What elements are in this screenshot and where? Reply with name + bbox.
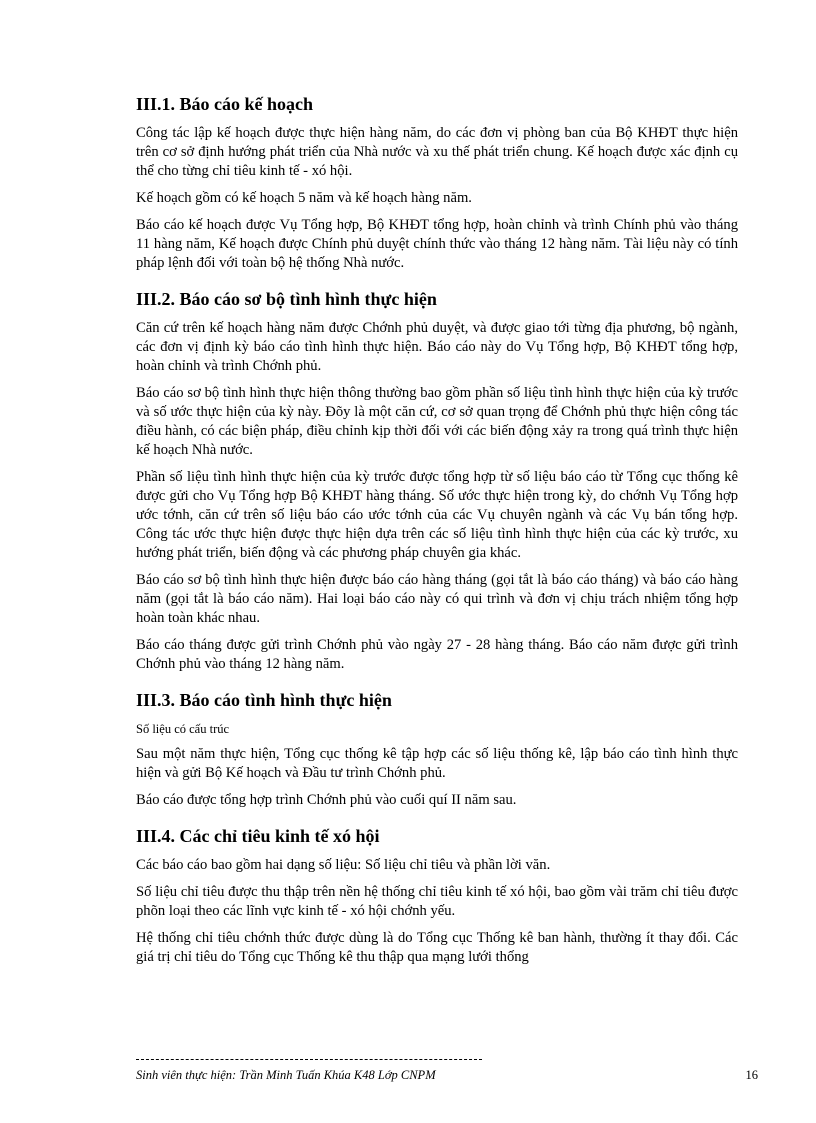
paragraph: Phần số liệu tình hình thực hiện của kỳ trước được tổng hợp từ số liệu báo cáo từ Tổng cục thống kê được gửi cho Vụ Tổng hợp Bộ KHĐT hàng tháng. Số ước thực hiện trong kỳ, do chớnh Vụ Tổng hợp ước tớnh, căn cứ trên số liệu báo cáo ước tớnh của các Vụ chuyên ngành và các Vụ bán tổng hợp. Công tác ước thực hiện được thực hiện dựa trên các số liệu tình hình thực hiện của các kỳ trước, xu hướng phát triển, biến động và các phương pháp chuyên gia khác. [136,469,738,561]
paragraph: Báo cáo tháng được gửi trình Chớnh phủ vào ngày 27 - 28 hàng tháng. Báo cáo năm được gửi trình Chớnh phủ vào tháng 12 hàng năm. [136,637,738,672]
page-footer [136,1068,758,1083]
paragraph: Báo cáo sơ bộ tình hình thực hiện thông thường bao gồm phần số liệu tình hình thực hiện của kỳ trước và số ước thực hiện của kỳ này. Đõy là một căn cứ, cơ sở quan trọng để Chớnh phủ thực hiện công tác điều hành, có các biện pháp, điều chỉnh kịp thời đối với các biến động xảy ra trong quá trình thực hiện kế hoạch Nhà nước. [136,385,738,458]
paragraph: Kế hoạch gồm có kế hoạch 5 năm và kế hoạch hàng năm. [136,190,472,206]
paragraph: Báo cáo sơ bộ tình hình thực hiện được báo cáo hàng tháng (gọi tắt là báo cáo tháng) và báo cáo hàng năm (gọi tắt là báo cáo năm). Hai loại báo cáo này có qui trình và đơn vị chịu trách nhiệm tổng hợp hoàn toàn khác nhau. [136,572,738,626]
footer-author: Sinh viên thực hiện: Trần Minh Tuấn Khúa K48 Lớp CNPM [136,1068,436,1082]
section-plan-report [136,92,738,273]
section-heading: III.1. Báo cáo kế hoạch [136,94,314,114]
paragraph: Số liệu chỉ tiêu được thu thập trên nền hệ thống chỉ tiêu kinh tế xó hội, bao gồm vài trăm chỉ tiêu được phõn loại theo các lĩnh vực kinh tế - xó hội chớnh yếu. [136,884,738,919]
section-implementation-report [136,688,738,810]
section-heading: III.3. Báo cáo tình hình thực hiện [136,690,392,710]
paragraph: Báo cáo được tổng hợp trình Chớnh phủ vào cuối quí II năm sau. [136,792,517,808]
section-heading: III.2. Báo cáo sơ bộ tình hình thực hiện [136,289,437,309]
paragraph: Hệ thống chỉ tiêu chớnh thức được dùng là do Tổng cục Thống kê ban hành, thường ít thay đổi. Các giá trị chỉ tiêu do Tổng cục Thống kê thu thập qua mạng lưới thống [136,930,738,965]
paragraph: Sau một năm thực hiện, Tổng cục thống kê tập hợp các số liệu thống kê, lập báo cáo tình hình thực hiện và gửi Bộ Kế hoạch và Đầu tư trình Chớnh phủ. [136,746,738,781]
document-body [136,92,738,975]
paragraph: Căn cứ trên kế hoạch hàng năm được Chớnh phủ duyệt, và được giao tới từng địa phương, bộ ngành, các đơn vị định kỳ báo cáo tình hình thực hiện. Báo cáo này do Vụ Tổng hợp, Bộ KHĐT tổng hợp, hoàn chỉnh và trình Chớnh phủ. [136,320,738,374]
paragraph: Công tác lập kế hoạch được thực hiện hàng năm, do các đơn vị phòng ban của Bộ KHĐT thực hiện trên cơ sở định hướng phát triển của Nhà nước và xu thế phát triển chung. Kế hoạch được xác định cụ thể cho từng chỉ tiêu kinh tế - xó hội. [136,125,738,179]
paragraph: Báo cáo kế hoạch được Vụ Tổng hợp, Bộ KHĐT tổng hợp, hoàn chỉnh và trình Chính phủ vào tháng 11 hàng năm, Kế hoạch được Chính phủ duyệt chính thức vào tháng 12 hàng năm. Tài liệu này có tính pháp lệnh đối với toàn bộ hệ thống Nhà nước. [136,217,738,271]
section-note: Số liệu có cấu trúc [136,722,230,736]
footer-divider [136,1059,482,1060]
section-preliminary-report [136,287,738,674]
section-heading: III.4. Các chỉ tiêu kinh tế xó hội [136,826,380,846]
paragraph: Các báo cáo bao gồm hai dạng số liệu: Số liệu chỉ tiêu và phần lời văn. [136,857,551,873]
section-socioeconomic-indicators [136,824,738,967]
page-number: 16 [745,1068,758,1082]
